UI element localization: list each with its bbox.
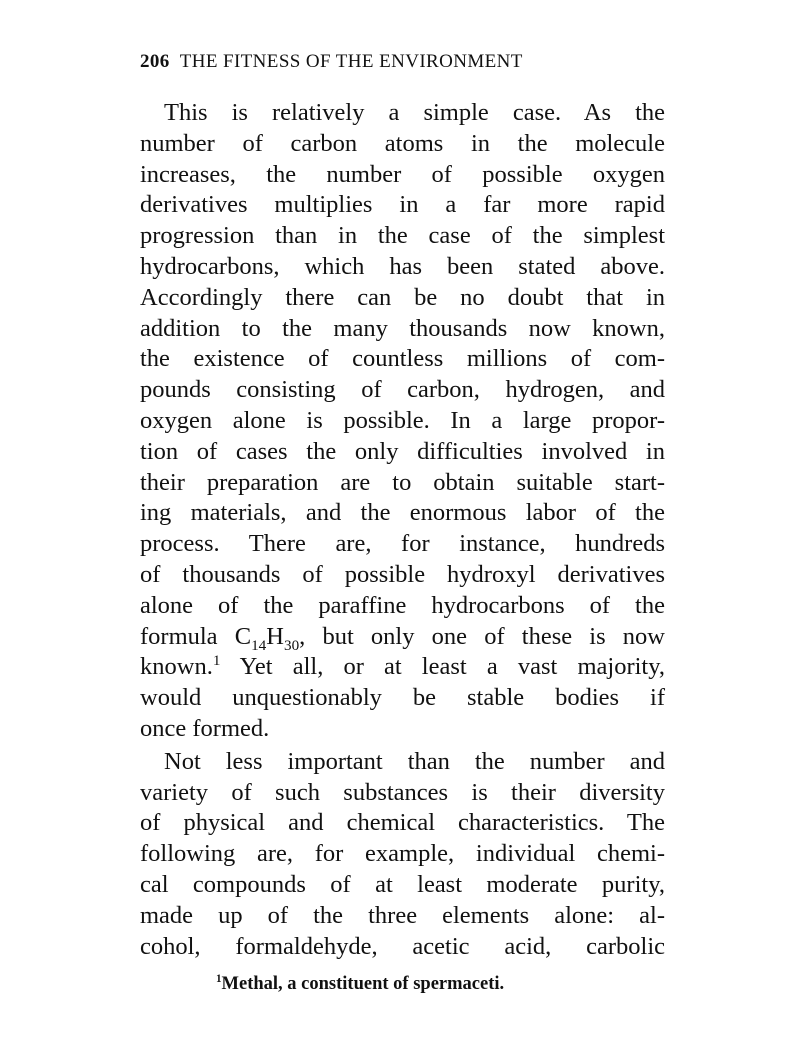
text-line: alone of the paraffine hydrocarbons of the (140, 591, 665, 619)
text-line: progression than in the case of the simplest (140, 222, 665, 250)
footnote-marker: 1 (216, 972, 222, 985)
text-line: ing materials, and the enormous labor of the (140, 499, 665, 527)
text-line: increases, the number of possible oxygen (140, 160, 665, 188)
text-line: number of carbon atoms in the molecule (140, 129, 665, 157)
text-line: made up of the three elements alone: al- (140, 901, 665, 929)
footnote-ref-line-start: known. (140, 653, 213, 681)
running-head (140, 50, 660, 74)
carbon-subscript: 14 (251, 636, 267, 654)
text-line: of physical and chemical characteristics. The (140, 809, 665, 837)
text-line: cal compounds of at least moderate purity, (140, 870, 665, 898)
text-line: hydrocarbons, which has been stated above. (140, 252, 665, 280)
footnote-reference[interactable]: 1 (212, 652, 221, 670)
text-line: tion of cases the only difficulties involved in (140, 437, 665, 465)
text-line: once formed. (140, 714, 270, 742)
text-line: would unquestionably be stable bodies if (140, 684, 665, 712)
text-line: This is relatively a simple case. As the (164, 99, 665, 126)
text-line: process. There are, for instance, hundreds (140, 530, 665, 558)
text-line: the existence of countless millions of com- (140, 345, 665, 373)
body-text (140, 98, 665, 962)
formula-line-end: , but only one of these is now (299, 622, 665, 650)
text-line: Not less important than the number and (164, 747, 665, 775)
footnote (216, 972, 504, 996)
hydrogen-symbol: H (266, 622, 284, 650)
text-line: derivatives multiplies in a far more rapid (140, 191, 665, 219)
text-line: cohol, formaldehyde, acetic acid, carbolic (140, 932, 665, 960)
paragraph-2 (140, 747, 665, 963)
footnote-ref-line-end: Yet all, or at least a vast majority, (220, 653, 665, 681)
formula-line (140, 622, 665, 653)
text-line: following are, for example, individual chemi- (140, 840, 665, 868)
text-line: pounds consisting of carbon, hydrogen, and (140, 376, 665, 404)
text-line: Accordingly there can be no doubt that in (140, 283, 665, 311)
text-line: of thousands of possible hydroxyl derivatives (140, 560, 665, 588)
text-line: addition to the many thousands now known, (140, 314, 665, 342)
running-title: THE FITNESS OF THE ENVIRONMENT (179, 51, 523, 72)
text-line: their preparation are to obtain suitable start- (140, 468, 665, 496)
hydrogen-subscript: 30 (283, 636, 300, 654)
text-line: oxygen alone is possible. In a large propor- (140, 406, 665, 434)
page-number: 206 (140, 51, 170, 72)
footnote-ref-line (140, 652, 665, 683)
footnote-text: Methal, a constituent of spermaceti. (221, 974, 505, 994)
paragraph-1 (140, 98, 665, 745)
formula-line-start: formula C (140, 622, 252, 650)
text-line: variety of such substances is their diversity (140, 778, 665, 806)
